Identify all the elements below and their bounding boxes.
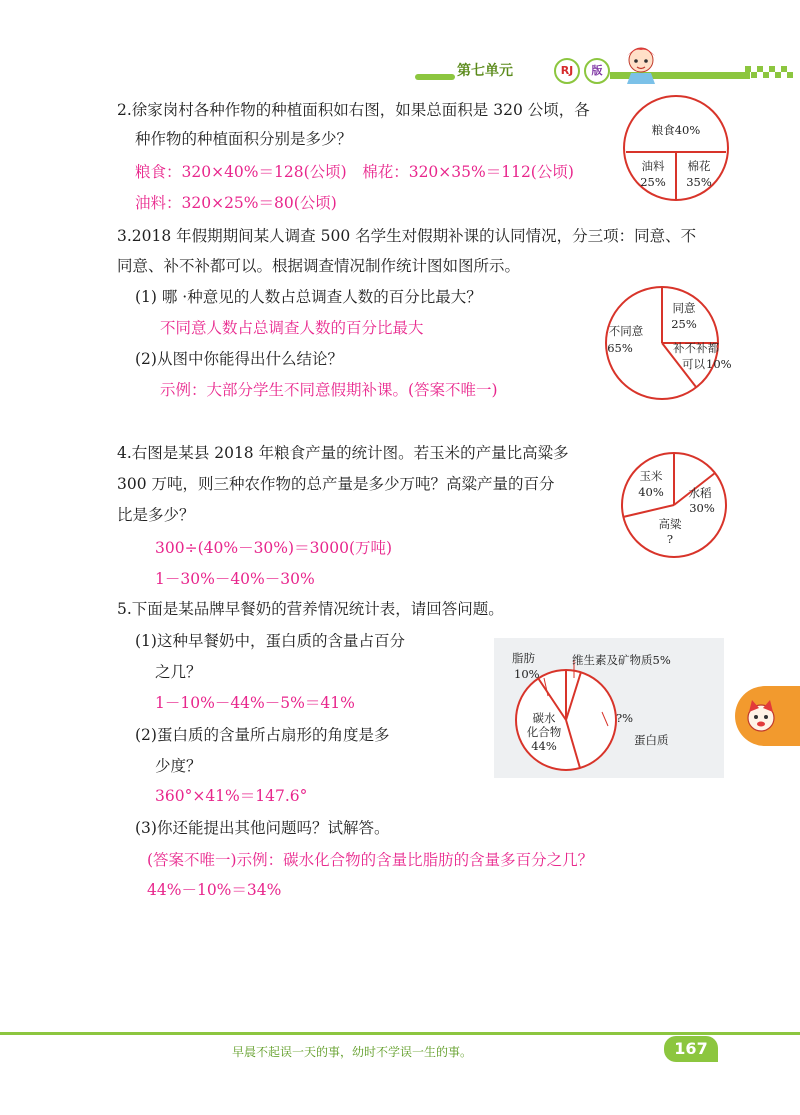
q2-answer-line2: 油料：320×25%＝80(公顷) xyxy=(135,194,337,212)
q4-slice-rice-name: 水稻 xyxy=(688,486,712,500)
q3-sub1: (1) 哪 ·种意见的人数占总调查人数的百分比最大？ xyxy=(135,288,482,306)
q4-slice-corn-name: 玉米 xyxy=(639,469,663,483)
q5-sub3: (3)你还能提出其他问题吗？试解答。 xyxy=(135,819,390,837)
q5-sub1-line1: (1)这种早餐奶中，蛋白质的含量占百分 xyxy=(135,632,405,650)
q4-slice-sorghum-pct: ? xyxy=(666,532,674,546)
q4-slice-corn-pct: 40% xyxy=(638,485,664,499)
q2-slice-grain-label: 粮食40% xyxy=(651,123,701,137)
q5-pie-chart xyxy=(494,638,724,778)
q3-pie-chart xyxy=(596,282,732,404)
header-stripe-left xyxy=(415,74,455,80)
q3-slice-disagree-name: 不同意 xyxy=(608,324,644,338)
q3-slice-agree-pct: 25% xyxy=(671,317,697,331)
q3-answer1: 不同意人数占总调查人数的百分比最大 xyxy=(160,319,424,337)
q5-protein-name: 蛋白质 xyxy=(634,733,669,747)
q4-slice-rice-pct: 30% xyxy=(689,501,715,515)
q5-fat-name: 脂肪 xyxy=(512,651,535,665)
q4-text-line2: 300 万吨，则三种农作物的总产量是多少万吨？高粱产量的百分 xyxy=(117,475,555,493)
footer-line xyxy=(0,1032,800,1035)
q5-carb-name1: 碳水 xyxy=(532,711,556,725)
q2-pie-chart xyxy=(620,92,732,204)
q2-text-line2: 种作物的种植面积分别是多少？ xyxy=(135,130,353,148)
q2-answer-line1: 粮食：320×40%＝128(公顷) 棉花：320×35%＝112(公顷) xyxy=(135,163,574,181)
q5-answer2: 360°×41%＝147.6° xyxy=(155,787,308,805)
side-tab xyxy=(735,686,800,746)
q5-text-line1: 5.下面是某品牌早餐奶的营养情况统计表，请回答问题。 xyxy=(117,600,504,618)
q3-slice-either-name: 补不补都 xyxy=(673,341,719,355)
q3-sub2: (2)从图中你能得出什么结论？ xyxy=(135,350,343,368)
unit-title: 第七单元 xyxy=(457,63,513,79)
page-number: 167 xyxy=(664,1036,718,1062)
q4-text-line3: 比是多少？ xyxy=(117,506,195,524)
q5-answer1: 1－10%－44%－5%＝41% xyxy=(155,694,355,712)
q5-carb-name2: 化合物 xyxy=(526,725,562,739)
q2-text-line1: 2.徐家岗村各种作物的种植面积如右图，如果总面积是 320 公顷，各 xyxy=(117,101,590,119)
q4-pie-chart xyxy=(616,448,732,562)
q3-slice-disagree-pct: 65% xyxy=(607,341,633,355)
q2-slice-cotton-name: 棉花 xyxy=(687,159,711,173)
q5-sub1-line2: 之几？ xyxy=(155,663,202,681)
q5-carb-pct: 44% xyxy=(531,739,557,753)
q5-sub2-line1: (2)蛋白质的含量所占扇形的角度是多 xyxy=(135,726,390,744)
fox-mascot-icon xyxy=(743,698,779,734)
header-checker-pattern xyxy=(745,66,797,82)
q3-text-line1: 3.2018 年假期期间某人调查 500 名学生对假期补课的认同情况，分三项：同意、不 xyxy=(117,227,697,245)
q2-slice-cotton-pct: 35% xyxy=(686,175,712,189)
q4-answer1: 300÷(40%－30%)＝3000(万吨) xyxy=(155,539,393,557)
q5-protein-pct: ?% xyxy=(616,711,634,725)
cartoon-girl-icon xyxy=(617,40,665,86)
q5-sub2-line2: 少度？ xyxy=(155,757,202,775)
q3-slice-agree-name: 同意 xyxy=(672,301,696,315)
q5-answer3-line2: 44%－10%＝34% xyxy=(147,881,282,899)
footer-motto: 早晨不起误一天的事，幼时不学误一生的事。 xyxy=(232,1045,473,1059)
edition-badge: 版 xyxy=(584,58,610,84)
q3-answer2: 示例：大部分学生不同意假期补课。(答案不唯一) xyxy=(160,381,498,399)
q4-answer2: 1－30%－40%－30% xyxy=(155,570,315,588)
q3-text-line2: 同意、补不补都可以。根据调查情况制作统计图如图所示。 xyxy=(117,257,521,275)
rj-badge: RJ xyxy=(554,58,580,84)
q2-slice-oil-pct: 25% xyxy=(640,175,666,189)
q4-slice-sorghum-name: 高粱 xyxy=(658,517,682,531)
q5-vitamin-label: 维生素及矿物质5% xyxy=(572,653,671,667)
q2-slice-oil-name: 油料 xyxy=(641,159,665,173)
q5-fat-pct: 10% xyxy=(514,667,540,681)
q3-slice-either-pct: 10% xyxy=(706,357,732,371)
q3-slice-either-name2: 可以 xyxy=(682,357,705,371)
q5-answer3-line1: (答案不唯一)示例：碳水化合物的含量比脂肪的含量多百分之几？ xyxy=(147,851,594,869)
q4-text-line1: 4.右图是某县 2018 年粮食产量的统计图。若玉米的产量比高粱多 xyxy=(117,444,569,462)
